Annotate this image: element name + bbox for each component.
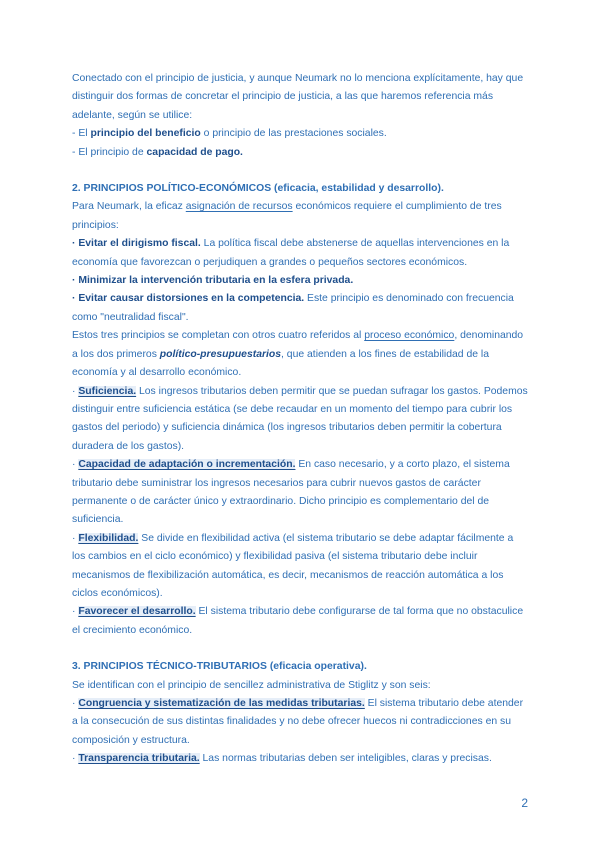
- principle-title: Congruencia y sistematización de las medidas tributarias.: [78, 698, 365, 709]
- section3-lead: Se identifican con el principio de sencillez administrativa de Stiglitz y son seis:: [72, 679, 431, 691]
- section2-heading: 2. PRINCIPIOS POLÍTICO-ECONÓMICOS (eficacia, estabilidad y desarrollo).: [72, 183, 444, 195]
- more-text: Estos tres principios se completan con otros cuatro referidos al: [72, 330, 365, 342]
- proceso-economico-link[interactable]: proceso económico: [364, 330, 455, 342]
- principle-title: Capacidad de adaptación o incrementación.: [78, 459, 296, 471]
- bullet: ·: [72, 385, 79, 397]
- principle-text: Se divide en flexibilidad activa (el sistema tributario se debe adaptar fácilmente a los cambios en el ciclo económico) y flexibilidad pasiva (el sistema tributario debe incluir mecanismos de flexibilización automática, es decir, mecanismos de reacción automática a los ciclos económicos).: [72, 532, 514, 599]
- principle-text: Los ingresos tributarios deben permitir que se puedan sufragar los gastos. Podemos distinguir entre suficiencia estática (se debe recaudar en un momento del tiempo para cubrir los gastos del periodo) y suficiencia dinámica (los ingresos tributarios deben permitir la cobertura duradera de los gastos).: [72, 385, 528, 452]
- document-body: [72, 70, 528, 769]
- principle-capacidad-adaptacion: [72, 456, 528, 530]
- principle-title: Flexibilidad.: [78, 532, 139, 544]
- item-prefix: - El principio de: [72, 146, 147, 158]
- principle-desarrollo: [72, 603, 528, 640]
- principle-title: · Minimizar la intervención tributaria en la esfera privada.: [72, 275, 354, 287]
- intro-text: Conectado con el principio de justicia, y aunque Neumark no lo menciona explícitamente, hay que distinguir dos formas de concretar el principio de justicia, a las que haremos referencia más adelante, según se utilice:: [72, 73, 524, 121]
- principle-title: Suficiencia.: [78, 385, 137, 397]
- principle-text: Este principio es denominado con frecuencia como "neutralidad fiscal".: [72, 293, 514, 323]
- item-bold: principio del beneficio: [90, 128, 201, 140]
- principle-text: El sistema tributario debe configurarse de tal forma que no obstaculice el crecimiento económico.: [72, 606, 524, 636]
- principle-flexibilidad: [72, 530, 528, 604]
- principle-text: Las normas tributarias deben ser inteligibles, claras y precisas.: [199, 753, 492, 765]
- page-number: 2: [521, 796, 528, 810]
- asignacion-recursos-link[interactable]: asignación de recursos: [185, 201, 293, 213]
- principle-congruencia: [72, 695, 528, 750]
- principle-distorsiones: [72, 290, 528, 327]
- item-bold: capacidad de pago.: [146, 146, 243, 158]
- more-text: , denominando a los dos primeros: [72, 330, 524, 360]
- intro-item-beneficio: [72, 125, 528, 143]
- item-prefix: - El: [72, 128, 91, 140]
- principle-text: La política fiscal debe abstenerse de aquellas intervenciones en la economía que favorezcan o perjudiquen a grandes o pequeños sectores económicos.: [72, 238, 510, 268]
- item-text: o principio de las prestaciones sociales.: [200, 128, 387, 140]
- principle-title: · Evitar el dirigismo fiscal.: [72, 238, 201, 250]
- principle-dirigismo: [72, 235, 528, 272]
- more-text: , que atienden a los fines de estabilidad de la economía y al desarrollo económico.: [72, 348, 489, 379]
- section3-heading: 3. PRINCIPIOS TÉCNICO-TRIBUTARIOS (eficacia operativa).: [72, 661, 367, 673]
- intro-item-capacidad: [72, 144, 528, 162]
- principle-title: Transparencia tributaria.: [78, 753, 200, 765]
- lead-text: Para Neumark, la eficaz: [72, 201, 186, 213]
- principle-suficiencia: [72, 383, 528, 457]
- principle-text: El sistema tributario debe atender a la consecución de sus distintas finalidades y no debe ofrecer huecos ni contradicciones en su composición y estructura.: [72, 698, 524, 746]
- section2-lead: [72, 198, 528, 235]
- lead-text: económicos requiere el cumplimiento de tres principios:: [72, 201, 502, 231]
- principle-transparencia: [72, 750, 528, 768]
- principle-title: Favorecer el desarrollo.: [78, 606, 196, 618]
- bullet: ·: [72, 459, 79, 471]
- bullet: ·: [72, 698, 79, 709]
- section2-more: [72, 327, 528, 382]
- principle-title: · Evitar causar distorsiones en la competencia.: [72, 293, 305, 305]
- intro-paragraph: [72, 70, 528, 125]
- more-emphasis: político-presupuestarios: [159, 348, 282, 360]
- bullet: ·: [72, 753, 79, 765]
- principle-text: En caso necesario, y a corto plazo, el sistema tributario debe suministrar los ingresos necesarios para cubrir nuevos gastos de carácter permanente o de carácter único y extraordinario. Dicho principio es complementario del de suficiencia.: [72, 459, 510, 526]
- bullet: ·: [72, 606, 79, 618]
- principle-intervencion: [72, 272, 528, 290]
- bullet: ·: [72, 532, 79, 544]
